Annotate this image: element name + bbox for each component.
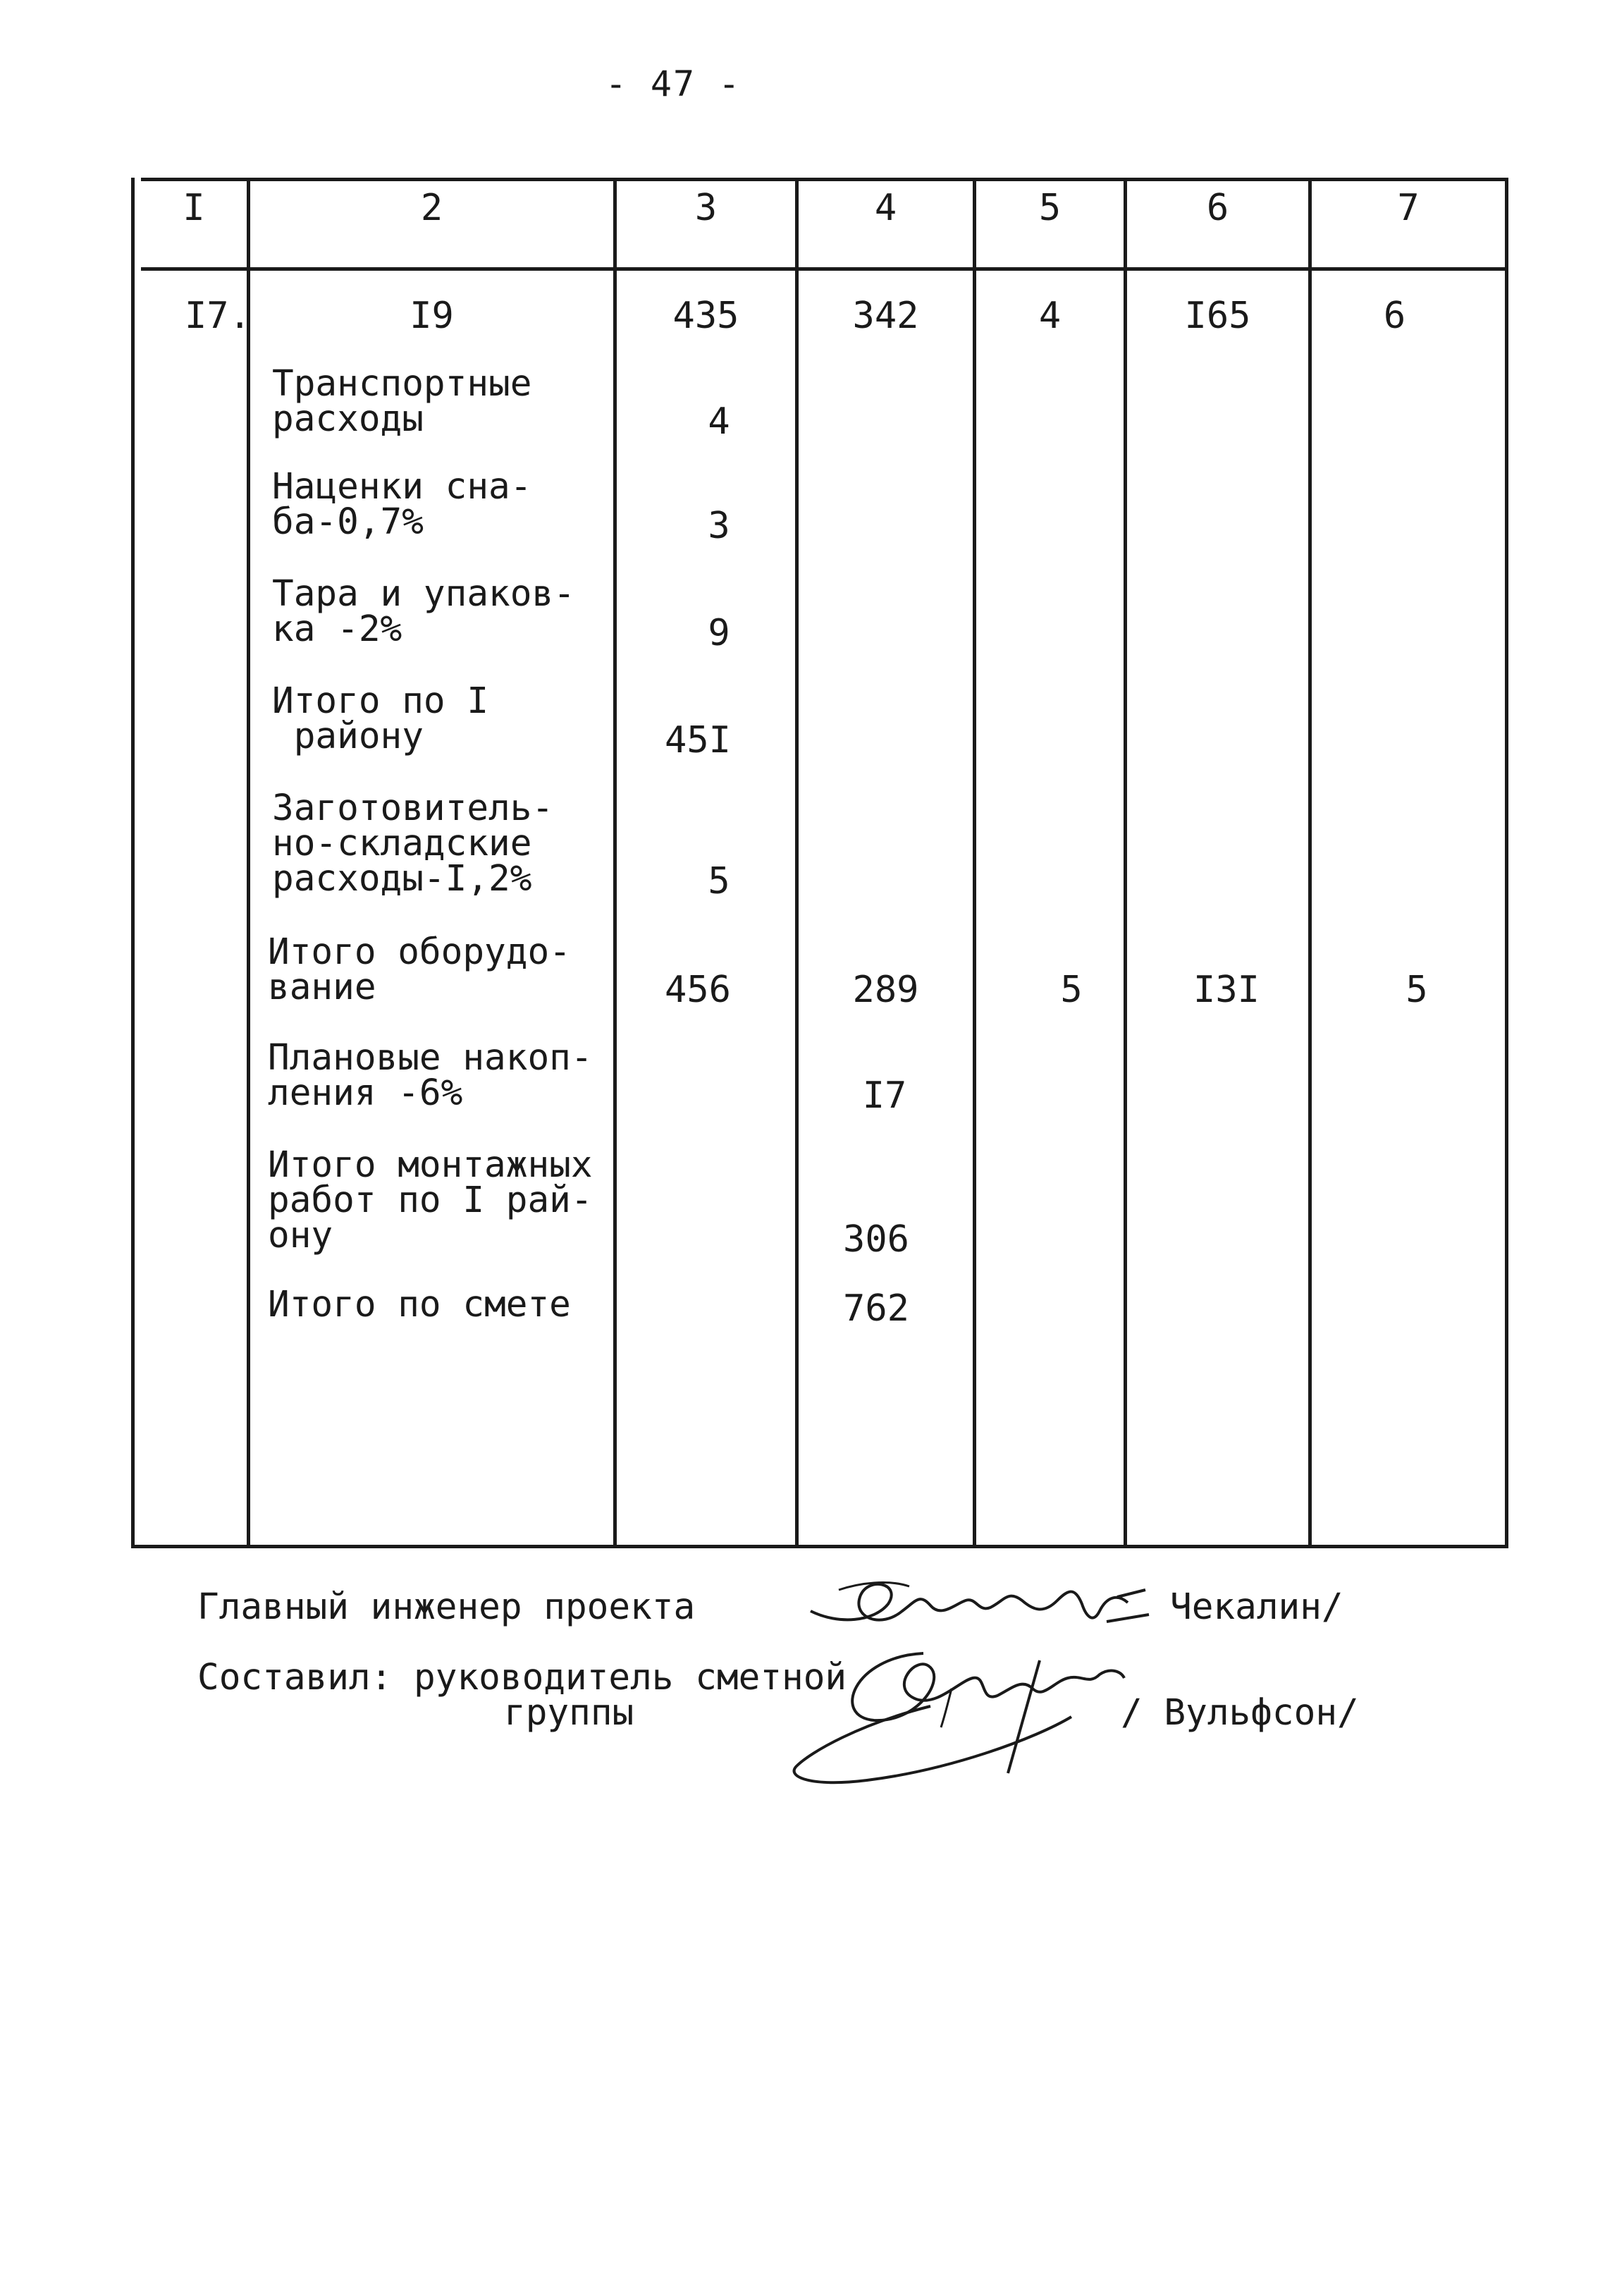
chief-engineer-name: Чекалин/	[1170, 1586, 1343, 1628]
row-col-3: 435	[672, 295, 739, 337]
item-desc-total-equipment: Итого оборудо- вание	[268, 931, 571, 1008]
item-desc-total-installation: Итого монтажных работ по I рай- ону	[268, 1144, 593, 1256]
header-col-7: 7	[1397, 187, 1420, 229]
compiler-label: Составил: руководитель сметной	[197, 1657, 847, 1698]
item-value-total-equipment-col3: 456	[665, 969, 731, 1011]
row-col-6: I65	[1184, 295, 1251, 337]
header-col-1: I	[183, 187, 205, 229]
item-desc-packaging: Тара и упаков- ка -2%	[272, 573, 575, 650]
item-value-packaging: 9	[708, 612, 730, 654]
item-desc-total-region: Итого по I районy	[272, 680, 489, 757]
table-bottom-border	[131, 1545, 1508, 1548]
item-desc-supply-markup: Наценки сна- ба-0,7%	[272, 466, 532, 543]
item-value-warehouse: 5	[708, 860, 730, 902]
item-value-planned-savings: I7	[862, 1074, 907, 1117]
col-divider-1	[247, 178, 250, 1547]
item-value-estimate-total: 762	[843, 1287, 909, 1330]
item-desc-estimate-total: Итого по смете	[268, 1284, 571, 1325]
compiler-name: / Вульфсон/	[1121, 1692, 1359, 1734]
item-value-total-region: 45I	[665, 719, 731, 761]
col-divider-6	[1308, 178, 1312, 1547]
item-value-supply-markup: 3	[708, 505, 730, 547]
item-value-total-equipment-col5: 5	[1060, 969, 1083, 1011]
item-value-total-installation: 306	[843, 1218, 909, 1261]
table-left-border	[131, 178, 135, 1547]
item-value-total-equipment-col4: 289	[852, 969, 919, 1011]
item-desc-transport: Транспортные расходы	[272, 363, 532, 440]
row-col-2: I9	[410, 295, 454, 337]
header-col-5: 5	[1038, 187, 1062, 229]
row-col-4: 342	[852, 295, 919, 337]
table-top-border	[141, 178, 1508, 181]
item-value-transport: 4	[708, 400, 730, 443]
row-col-5: 4	[1038, 295, 1062, 337]
table-right-border	[1505, 178, 1508, 1547]
col-divider-3	[795, 178, 799, 1547]
table-header-separator	[141, 267, 1508, 271]
col-divider-4	[973, 178, 976, 1547]
compiler-signature-icon	[768, 1639, 1135, 1794]
row-col-7: 6	[1383, 295, 1406, 337]
item-value-total-equipment-col7: 5	[1405, 969, 1428, 1011]
item-desc-warehouse: Заготовитель- но-складские расходы-I,2%	[272, 788, 554, 900]
header-col-2: 2	[420, 187, 443, 229]
page-number: - 47 -	[605, 63, 742, 104]
row-index: I7.	[185, 295, 251, 337]
item-desc-planned-savings: Плановые накоп- ления -6%	[268, 1037, 593, 1114]
col-divider-2	[613, 178, 617, 1547]
chief-engineer-label: Главный инженер проекта	[197, 1586, 696, 1628]
header-col-6: 6	[1206, 187, 1229, 229]
col-divider-5	[1124, 178, 1127, 1547]
compiler-label-continued: группы	[504, 1692, 634, 1734]
header-col-3: 3	[694, 187, 718, 229]
header-col-4: 4	[874, 187, 897, 229]
item-value-total-equipment-col6: I3I	[1193, 969, 1260, 1011]
